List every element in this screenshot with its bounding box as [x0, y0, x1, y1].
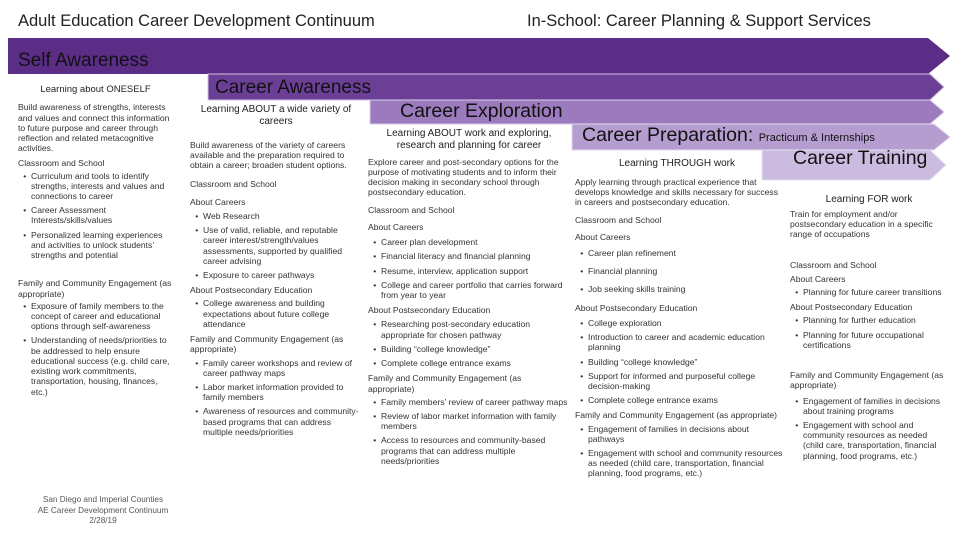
list-item: • Personalized learning experiences and activities to unlock students’ strengths and potential: [31, 230, 173, 261]
list-item: • Web Research: [203, 211, 362, 221]
footer-credit: [18, 495, 188, 527]
list-item: • Financial planning: [588, 266, 785, 276]
list-item: • Understanding of needs/priorities to be addressed to help ensure educational success (e.g. child care, existing work commitments, transportation, housing, finances, etc.): [31, 335, 173, 396]
subhead-postsecondary: About Postsecondary Education: [368, 305, 491, 316]
subhead-family: Family and Community Engagement (as appropriate): [368, 373, 522, 394]
list-item: • Planning for further education: [803, 315, 948, 325]
subhead-about-careers: About Careers: [190, 196, 246, 207]
list-career-preparation-family: [575, 424, 785, 479]
list-career-exploration-postsecondary: [368, 319, 570, 368]
list-career-awareness-postsecondary: [190, 298, 362, 329]
list-item: • Job seeking skills training: [588, 284, 785, 294]
subhead-classroom: Classroom and School: [575, 214, 662, 225]
list-career-preparation-postsecondary: [575, 318, 785, 406]
lead-career-training: Learning FOR work: [825, 194, 913, 205]
list-item: • Career plan development: [381, 237, 570, 247]
list-item: • Family members’ review of career pathway maps: [381, 397, 570, 407]
list-item: • Exposure to career pathways: [203, 270, 362, 280]
subhead-classroom: Classroom and School: [368, 204, 455, 215]
lead-career-preparation: Learning THROUGH work: [619, 158, 735, 169]
subhead-postsecondary: About Postsecondary Education: [790, 302, 913, 313]
list-career-awareness-careers: [190, 211, 362, 280]
list-item: • College and career portfolio that carries forward from year to year: [381, 280, 570, 300]
footer-line-3: 2/28/19: [89, 516, 117, 526]
lead-career-awareness: Learning ABOUT a wide variety of careers: [200, 104, 352, 127]
list-item: • Use of valid, reliable, and reputable career interest/strength/values assessments, supported by qualified career advising: [203, 225, 362, 266]
document-title: Adult Education Career Development Continuum: [18, 12, 375, 30]
subhead-classroom: Classroom and School: [790, 259, 877, 270]
list-item: • Curriculum and tools to identify strengths, interests and values and connections to career: [31, 171, 173, 202]
list-item: • Exposure of family members to the concept of career and educational options through self-awareness: [31, 301, 173, 332]
subhead-about-careers: About Careers: [790, 273, 846, 284]
stage-title-career-awareness: Career Awareness: [215, 77, 371, 98]
stage-title-career-training: Career Training: [793, 147, 928, 169]
desc-career-exploration: Explore career and post-secondary options for the purpose of motivating students and to inform their decision making in secondary school through postsecondary education.: [368, 156, 559, 198]
list-career-training-family: [790, 396, 948, 461]
column-career-exploration: [368, 128, 570, 471]
subhead-family: Family and Community Engagement (as appropriate): [190, 334, 344, 355]
subhead-postsecondary: About Postsecondary Education: [190, 285, 313, 296]
list-item: • Financial literacy and financial planning: [381, 251, 570, 261]
list-item: • Review of labor market information with family members: [381, 411, 570, 431]
subhead-postsecondary: About Postsecondary Education: [575, 302, 698, 313]
list-item: • Researching post-secondary education appropriate for chosen pathway: [381, 319, 570, 339]
list-item: • Introduction to career and academic education planning: [588, 332, 785, 352]
lead-self-awareness: Learning about ONESELF: [40, 84, 151, 95]
arrow-self-awareness: [8, 38, 950, 74]
list-self-awareness-family: [18, 301, 173, 397]
list-item: • Building “college knowledge”: [588, 357, 785, 367]
desc-career-training: Train for employment and/or postsecondary education in a specific range of occupations: [790, 208, 933, 240]
stage-title-career-preparation-main: Career Preparation:: [582, 124, 754, 146]
list-item: • Complete college entrance exams: [381, 358, 570, 368]
column-career-awareness: [190, 104, 362, 442]
subhead-family: Family and Community Engagement (as appropriate): [18, 278, 172, 299]
subhead-classroom: Classroom and School: [18, 158, 105, 169]
stage-title-career-preparation-suffix: Practicum & Internships: [758, 132, 875, 144]
list-item: • Planning for future occupational certifications: [803, 330, 948, 350]
list-item: • Access to resources and community-based programs that can address multiple needs/priorities: [381, 435, 570, 466]
subhead-about-careers: About Careers: [575, 231, 631, 242]
list-item: • Career plan refinement: [588, 248, 785, 258]
column-self-awareness: [18, 84, 173, 402]
list-item: • Engagement of families in decisions about training programs: [803, 396, 948, 416]
list-item: • Awareness of resources and community-based programs that can address multiple needs/priorities: [203, 406, 362, 437]
stage-title-career-exploration: Career Exploration: [400, 100, 563, 122]
list-item: • Career Assessment Interests/skills/values: [31, 205, 173, 225]
footer-line-2: AE Career Development Continuum: [37, 505, 169, 515]
list-self-awareness-classroom: [18, 171, 173, 261]
desc-self-awareness: Build awareness of strengths, interests and values and connect this information to future purpose and career through reflection and related metacognitive activities.: [18, 102, 170, 154]
list-item: • College awareness and building expectations about future college attendance: [203, 298, 362, 329]
list-career-exploration-careers: [368, 237, 570, 300]
list-career-training-postsecondary: [790, 315, 948, 350]
list-item: • Engagement with school and community resources as needed (child care, transportation, financial planning, food programs, etc.): [803, 420, 948, 461]
desc-career-awareness: Build awareness of the variety of careers available and the preparation required to obtain a career; broaden student options.: [190, 139, 347, 171]
list-item: • Labor market information provided to family members: [203, 382, 362, 402]
list-item: • Support for informed and purposeful college decision-making: [588, 371, 785, 391]
subhead-family: Family and Community Engagement (as appropriate): [790, 370, 944, 391]
subhead-about-careers: About Careers: [368, 221, 424, 232]
subhead-classroom: Classroom and School: [190, 179, 277, 190]
section-title: In-School: Career Planning & Support Services: [527, 12, 871, 30]
footer-line-1: San Diego and Imperial Counties: [42, 495, 164, 504]
list-item: • Family career workshops and review of career pathway maps: [203, 358, 362, 378]
lead-career-exploration: Learning ABOUT work and exploring, research and planning for career: [386, 128, 552, 151]
column-career-training: [790, 194, 948, 466]
list-career-training-careers: [790, 287, 948, 297]
list-item: • Planning for future career transitions: [803, 287, 948, 297]
list-career-preparation-careers: [575, 248, 785, 295]
subhead-family: Family and Community Engagement (as appropriate): [575, 410, 778, 421]
list-item: • Engagement with school and community resources as needed (child care, transportation, financial planning, food programs, etc.): [588, 448, 785, 479]
list-item: • College exploration: [588, 318, 785, 328]
list-career-awareness-family: [190, 358, 362, 438]
list-item: • Resume, interview, application support: [381, 266, 570, 276]
list-item: • Building “college knowledge”: [381, 344, 570, 354]
list-career-exploration-family: [368, 397, 570, 466]
column-career-preparation: [575, 158, 785, 484]
stage-title-career-preparation: [582, 124, 875, 147]
list-item: • Engagement of families in decisions about pathways: [588, 424, 785, 444]
list-item: • Complete college entrance exams: [588, 395, 785, 405]
desc-career-preparation: Apply learning through practical experience that develops knowledge and skills necessary for success in careers and postsecondary education.: [575, 176, 779, 208]
stage-title-self-awareness: Self Awareness: [18, 50, 149, 71]
